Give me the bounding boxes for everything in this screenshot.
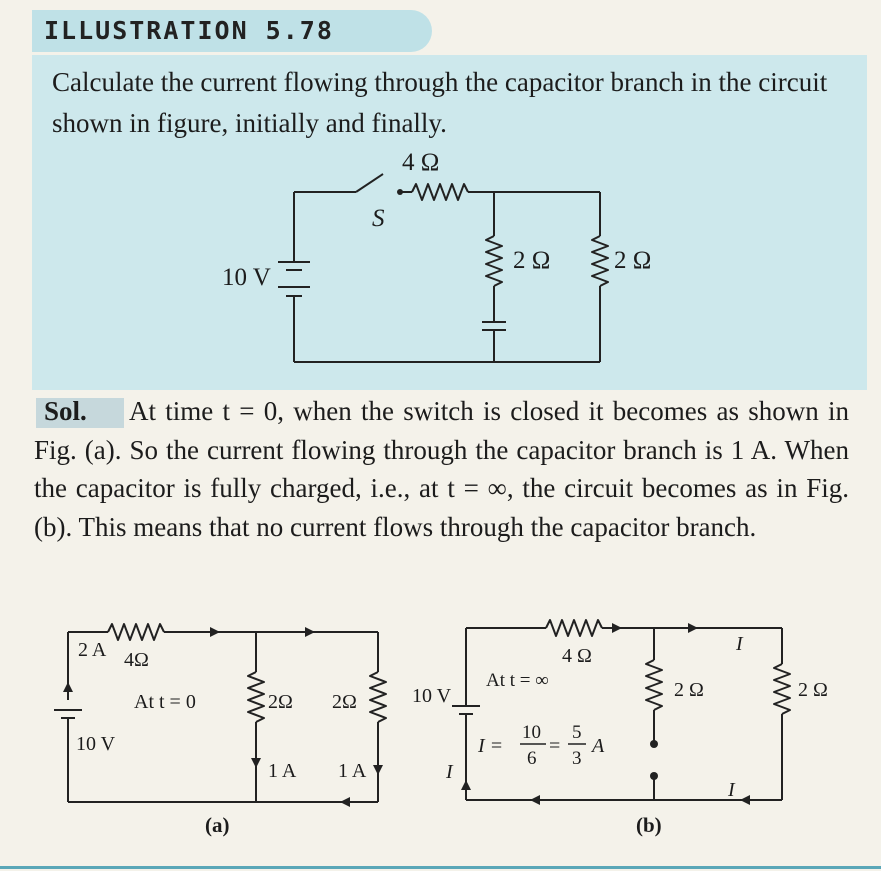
- fig-a-time-label: At t = 0: [134, 691, 196, 713]
- fig-b-arrow-bottom-2: [740, 795, 750, 805]
- fig-b-current-bottom-label: I: [728, 779, 735, 801]
- fig-b-numerator-2: 5: [572, 722, 582, 743]
- main-right-resistor-label: 2 Ω: [614, 247, 652, 274]
- fig-a-i-right-label: 1 A: [338, 760, 367, 782]
- problem-statement: Calculate the current flowing through the capacitor branch in the circuit shown in figure, initially and finally.: [52, 67, 828, 138]
- solution-text: At time t = 0, when the switch is closed it becomes as shown in Fig. (a). So the current flowing through the capacitor branch is 1 A. When the capacitor is fully charged, i.e., at t = ∞, the circuit becomes as in Fig. (b). This means that no current flows through the capacitor branch.: [34, 396, 849, 542]
- fig-b-arrow-left: [461, 780, 471, 790]
- main-mid-resistor-label: 2 Ω: [513, 247, 551, 274]
- fig-b-right-resistor: [774, 664, 790, 714]
- fig-b-current-top-label: I: [736, 633, 743, 655]
- fig-b-r-top-label: 4 Ω: [562, 645, 592, 667]
- fig-b-r-right-label: 2 Ω: [798, 679, 828, 701]
- fig-a-current-source-label: 2 A: [78, 639, 107, 661]
- fig-b-time-label: At t = ∞: [486, 670, 549, 691]
- fig-a-r-top-label: 4Ω: [124, 649, 149, 671]
- fig-b-denominator-1: 6: [527, 748, 537, 769]
- fig-b-battery-label: 10 V: [412, 685, 452, 707]
- fig-b-r-mid-label: 2 Ω: [674, 679, 704, 701]
- fig-a-caption: (a): [205, 813, 230, 837]
- fig-b-open-terminal-1: [650, 740, 658, 748]
- fig-b-current-left-label: I: [446, 761, 453, 783]
- bottom-rule: [0, 866, 881, 869]
- fig-b-arrow-top-1: [612, 623, 622, 633]
- fig-a-r-mid-label: 2Ω: [268, 691, 293, 713]
- fig-a-r-right-label: 2Ω: [332, 691, 357, 713]
- fig-a-battery-label: 10 V: [76, 733, 116, 755]
- fig-b-equals: =: [549, 735, 561, 757]
- fig-b-numerator-1: 10: [522, 722, 541, 743]
- fig-b-formula-prefix: I =: [478, 735, 504, 757]
- fig-b-unit: A: [592, 735, 605, 757]
- fig-a-i-mid-label: 1 A: [268, 760, 297, 782]
- main-battery-label: 10 V: [222, 264, 271, 291]
- fig-b-denominator-2: 3: [572, 748, 582, 769]
- illustration-title: ILLUSTRATION 5.78: [44, 16, 334, 45]
- fig-b-arrow-top-2: [688, 623, 698, 633]
- fig-b-arrow-bottom-1: [530, 795, 540, 805]
- main-r-switch-label: 4 Ω: [402, 149, 440, 176]
- solution-label: Sol.: [44, 396, 87, 426]
- fig-b-top-resistor: [546, 620, 602, 636]
- fig-b-caption: (b): [636, 813, 662, 837]
- fig-b-mid-resistor: [646, 660, 662, 710]
- switch-label: S: [372, 205, 385, 232]
